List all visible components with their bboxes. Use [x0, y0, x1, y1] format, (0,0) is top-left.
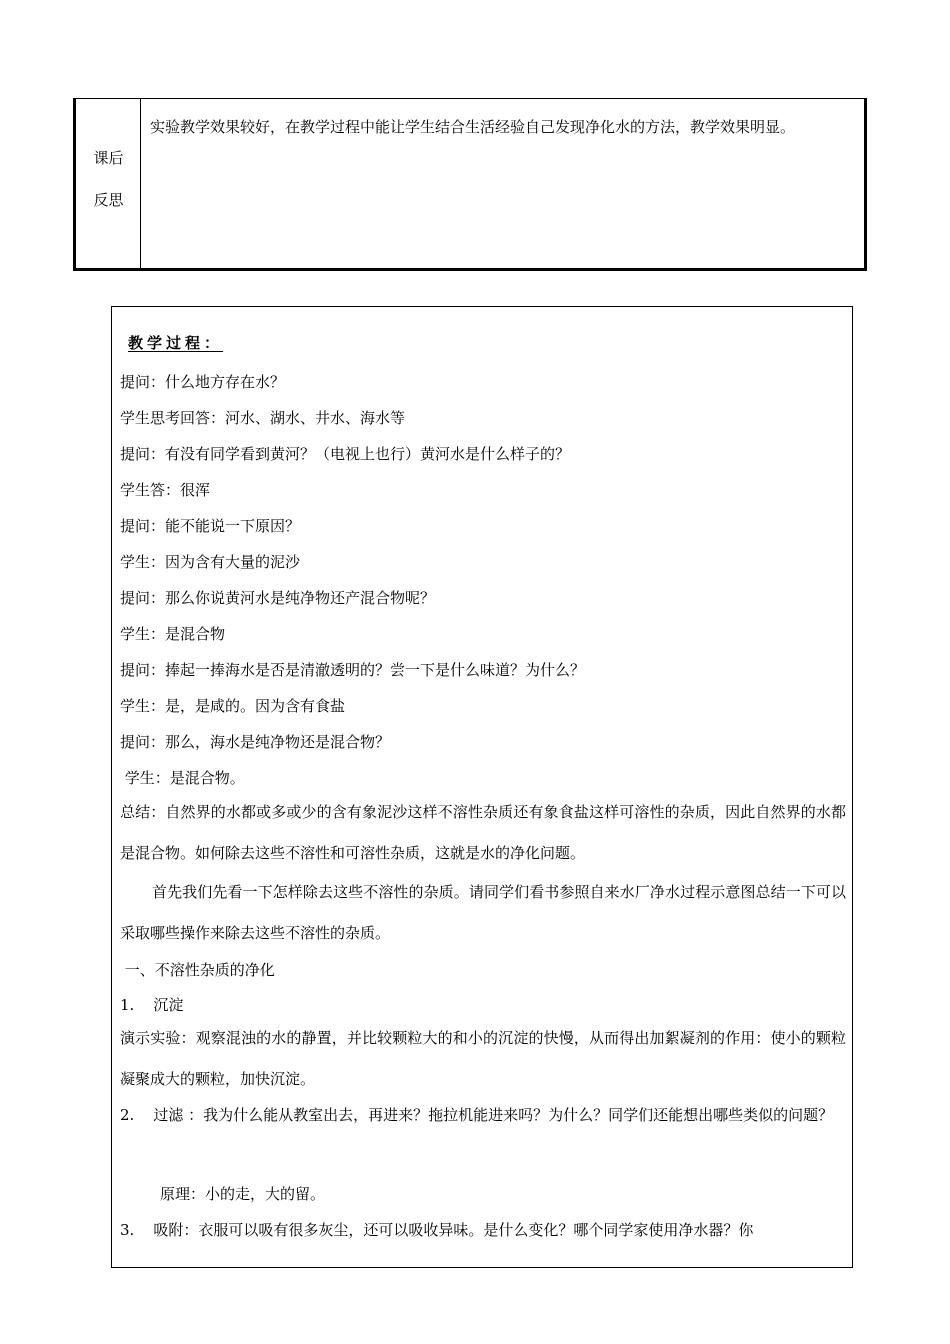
process-line: 提问：那么，海水是纯净物还是混合物？	[120, 733, 391, 751]
process-line: 学生：是，是咸的。因为含有食盐	[120, 697, 346, 715]
process-line: 提问：能不能说一下原因？	[120, 517, 301, 535]
process-heading: 教学过程：	[128, 334, 224, 352]
process-line: 学生：因为含有大量的泥沙	[120, 553, 301, 571]
demo-paragraph: 演示实验：观察混浊的水的静置，并比较颗粒大的和小的沉淀的快慢，从而得出加絮凝剂的作用：使小的颗粒凝聚成大的颗粒，加快沉淀。	[120, 1029, 846, 1088]
process-line: 提问：有没有同学看到黄河？（电视上也行）黄河水是什么样子的？	[120, 445, 571, 463]
principle-line: 原理：小的走，大的留。	[160, 1185, 326, 1203]
item-filtration: 2. 过滤 ：我为什么能从教室出去，再进来？拖拉机能进来吗？为什么？同学们还能想出哪些类似的问题？	[120, 1106, 834, 1124]
summary-paragraph: 总结：自然界的水都或多或少的含有象泥沙这样不溶性杂质还有象食盐这样可溶性的杂质，因此自然界的水都是混合物。如何除去这些不溶性和可溶性杂质，这就是水的净化问题。	[120, 803, 846, 862]
section-heading: 一、不溶性杂质的净化	[120, 961, 275, 979]
item-adsorption: 3. 吸附：衣服可以吸有很多灰尘，还可以吸收异味。是什么变化？哪个同学家使用净水器？你	[120, 1221, 754, 1239]
reflection-table	[73, 98, 867, 271]
reflection-content: 实验教学效果较好，在教学过程中能让学生结合生活经验自己发现净化水的方法，教学效果明显。	[150, 118, 796, 136]
teaching-process-box	[111, 306, 853, 1268]
reflection-label-line1: 课后	[93, 149, 124, 167]
process-line: 学生：是混合物	[120, 625, 226, 643]
process-line: 学生：是混合物。	[120, 769, 245, 787]
process-line: 提问：什么地方存在水？	[120, 373, 286, 391]
process-line: 提问：捧起一捧海水是否是清澈透明的？尝一下是什么味道？为什么？	[120, 661, 586, 679]
intro-paragraph: 首先我们先看一下怎样除去这些不溶性的杂质。请同学们看书参照自来水厂净水过程示意图总结一下可以采取哪些操作来除去这些不溶性的杂质。	[120, 883, 846, 942]
item-sedimentation: 1. 沉淀	[120, 996, 184, 1014]
reflection-label-line2: 反思	[93, 191, 124, 209]
process-line: 学生思考回答：河水、湖水、井水、海水等	[120, 409, 406, 427]
reflection-label-cell	[76, 99, 141, 268]
process-line: 学生答：很浑	[120, 481, 211, 499]
process-line: 提问：那么你说黄河水是纯净物还产混合物呢？	[120, 589, 436, 607]
